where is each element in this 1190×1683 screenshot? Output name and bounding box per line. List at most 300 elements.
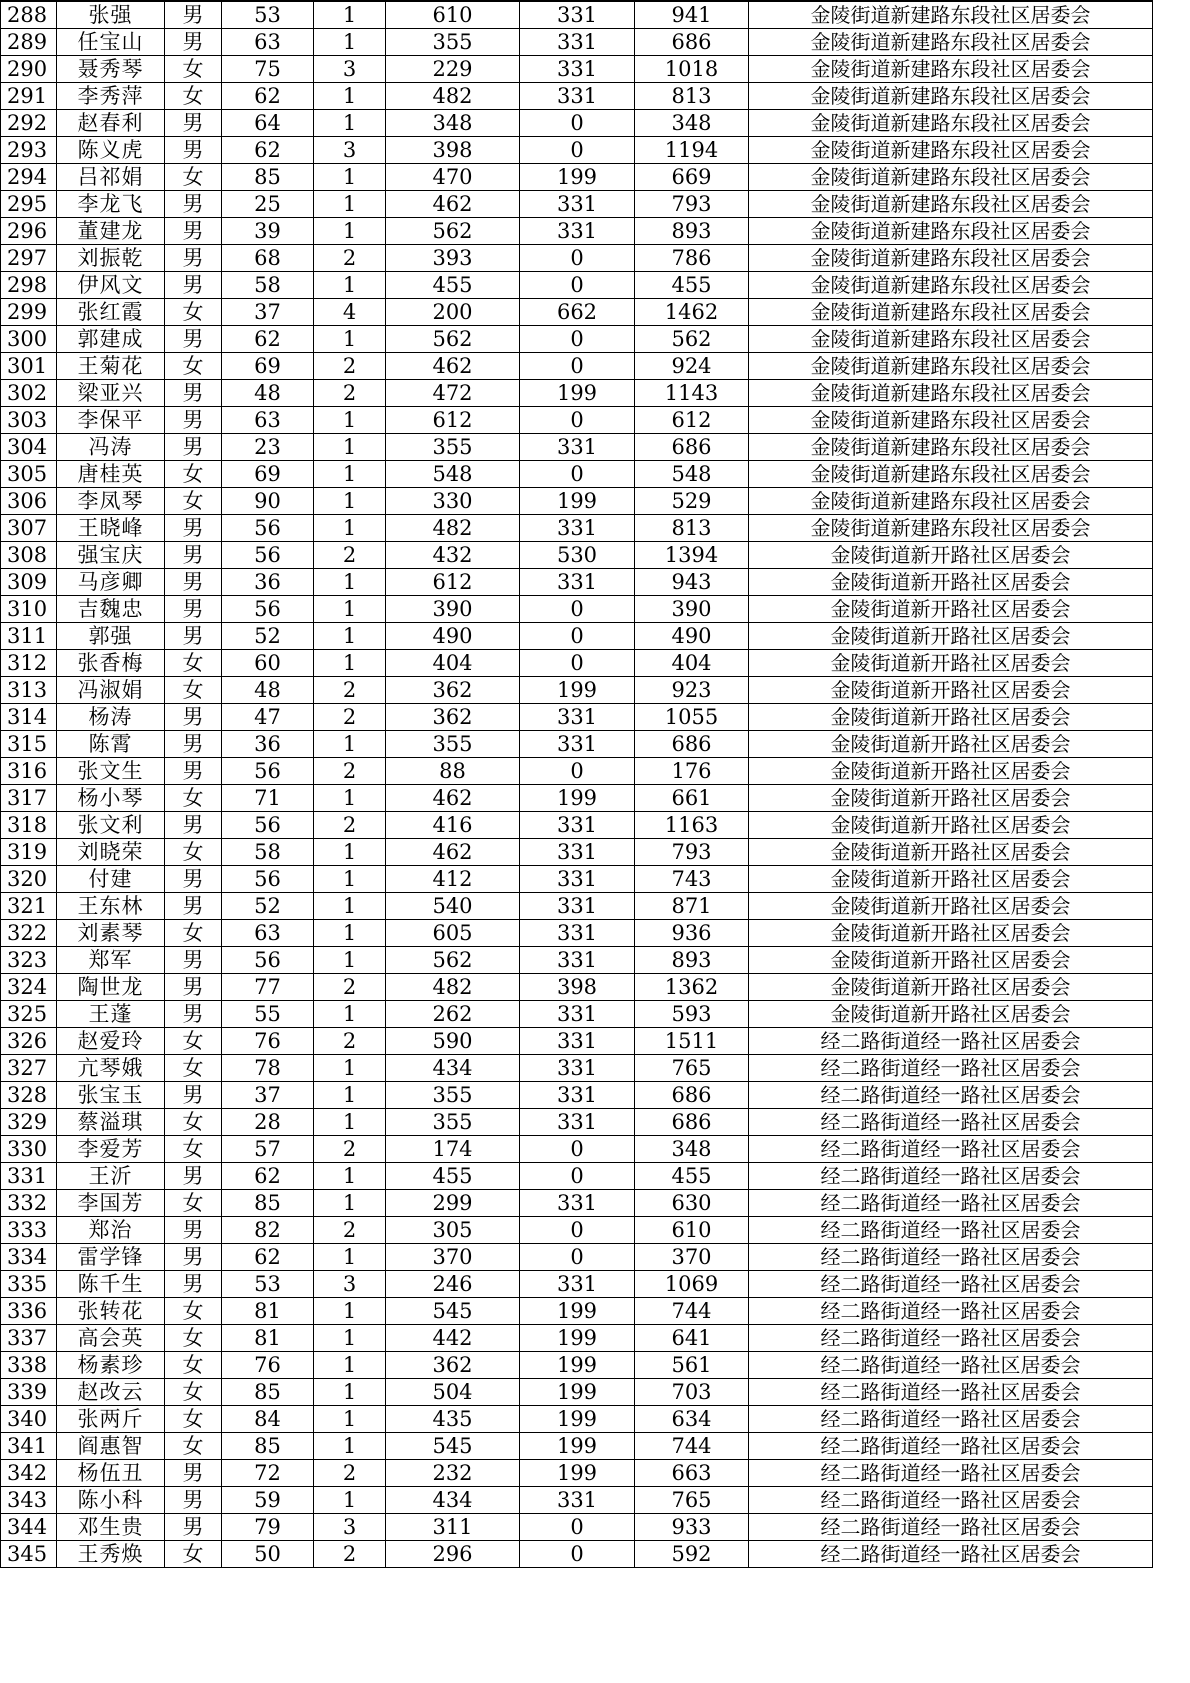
cell-gender: 男 — [165, 218, 222, 245]
cell-total-amount: 871 — [635, 893, 749, 920]
cell-household-size: 1 — [314, 1001, 386, 1028]
cell-household-size: 1 — [314, 785, 386, 812]
cell-total-amount: 924 — [635, 353, 749, 380]
cell-gender: 男 — [165, 1, 222, 29]
cell-community: 经二路街道经一路社区居委会 — [749, 1379, 1153, 1406]
cell-household-size: 1 — [314, 866, 386, 893]
cell-name: 杨小琴 — [57, 785, 165, 812]
cell-subsidy-amount: 610 — [386, 1, 520, 29]
cell-household-size: 1 — [314, 839, 386, 866]
cell-subsidy-amount: 305 — [386, 1217, 520, 1244]
cell-household-size: 2 — [314, 812, 386, 839]
cell-subsidy-amount: 390 — [386, 596, 520, 623]
cell-row-number: 303 — [1, 407, 57, 434]
cell-extra-amount: 0 — [520, 1244, 635, 1271]
cell-total-amount: 562 — [635, 326, 749, 353]
table-row — [1, 1541, 1153, 1568]
cell-gender: 男 — [165, 1487, 222, 1514]
table-row — [1, 1, 1153, 29]
cell-community: 金陵街道新建路东段社区居委会 — [749, 191, 1153, 218]
cell-household-size: 1 — [314, 1163, 386, 1190]
cell-name: 刘晓荣 — [57, 839, 165, 866]
cell-gender: 女 — [165, 1055, 222, 1082]
cell-extra-amount: 398 — [520, 974, 635, 1001]
cell-subsidy-amount: 355 — [386, 731, 520, 758]
cell-household-size: 1 — [314, 1487, 386, 1514]
cell-total-amount: 176 — [635, 758, 749, 785]
cell-name: 李国芳 — [57, 1190, 165, 1217]
cell-name: 郑军 — [57, 947, 165, 974]
cell-community: 金陵街道新建路东段社区居委会 — [749, 56, 1153, 83]
cell-age: 37 — [222, 299, 314, 326]
cell-name: 任宝山 — [57, 29, 165, 56]
cell-subsidy-amount: 545 — [386, 1433, 520, 1460]
cell-row-number: 341 — [1, 1433, 57, 1460]
cell-row-number: 344 — [1, 1514, 57, 1541]
cell-age: 69 — [222, 353, 314, 380]
cell-gender: 男 — [165, 1514, 222, 1541]
cell-community: 金陵街道新建路东段社区居委会 — [749, 1, 1153, 29]
cell-subsidy-amount: 229 — [386, 56, 520, 83]
table-row — [1, 29, 1153, 56]
cell-gender: 女 — [165, 1028, 222, 1055]
cell-subsidy-amount: 482 — [386, 974, 520, 1001]
table-row — [1, 1136, 1153, 1163]
cell-total-amount: 743 — [635, 866, 749, 893]
cell-name: 王秀焕 — [57, 1541, 165, 1568]
cell-row-number: 328 — [1, 1082, 57, 1109]
cell-total-amount: 1511 — [635, 1028, 749, 1055]
cell-community: 金陵街道新开路社区居委会 — [749, 839, 1153, 866]
cell-subsidy-amount: 355 — [386, 1082, 520, 1109]
cell-subsidy-amount: 472 — [386, 380, 520, 407]
cell-extra-amount: 331 — [520, 569, 635, 596]
cell-household-size: 1 — [314, 893, 386, 920]
cell-gender: 男 — [165, 1460, 222, 1487]
cell-community: 金陵街道新开路社区居委会 — [749, 866, 1153, 893]
cell-extra-amount: 0 — [520, 623, 635, 650]
cell-household-size: 1 — [314, 1082, 386, 1109]
cell-total-amount: 1362 — [635, 974, 749, 1001]
cell-gender: 女 — [165, 839, 222, 866]
cell-row-number: 300 — [1, 326, 57, 353]
cell-community: 金陵街道新开路社区居委会 — [749, 758, 1153, 785]
cell-total-amount: 561 — [635, 1352, 749, 1379]
cell-age: 56 — [222, 947, 314, 974]
cell-community: 金陵街道新建路东段社区居委会 — [749, 380, 1153, 407]
cell-name: 蔡溢琪 — [57, 1109, 165, 1136]
cell-row-number: 306 — [1, 488, 57, 515]
cell-gender: 女 — [165, 920, 222, 947]
cell-subsidy-amount: 545 — [386, 1298, 520, 1325]
cell-age: 48 — [222, 677, 314, 704]
cell-gender: 女 — [165, 1109, 222, 1136]
cell-subsidy-amount: 455 — [386, 272, 520, 299]
cell-total-amount: 893 — [635, 218, 749, 245]
cell-gender: 女 — [165, 1352, 222, 1379]
cell-extra-amount: 0 — [520, 1136, 635, 1163]
cell-name: 亢琴娥 — [57, 1055, 165, 1082]
cell-extra-amount: 0 — [520, 1541, 635, 1568]
cell-row-number: 315 — [1, 731, 57, 758]
cell-gender: 男 — [165, 947, 222, 974]
cell-total-amount: 1069 — [635, 1271, 749, 1298]
cell-gender: 男 — [165, 542, 222, 569]
cell-subsidy-amount: 174 — [386, 1136, 520, 1163]
cell-name: 郭强 — [57, 623, 165, 650]
table-row — [1, 488, 1153, 515]
cell-gender: 女 — [165, 1190, 222, 1217]
cell-age: 64 — [222, 110, 314, 137]
cell-name: 吕祁娟 — [57, 164, 165, 191]
cell-community: 金陵街道新开路社区居委会 — [749, 704, 1153, 731]
cell-household-size: 2 — [314, 758, 386, 785]
cell-subsidy-amount: 232 — [386, 1460, 520, 1487]
cell-household-size: 3 — [314, 137, 386, 164]
cell-community: 金陵街道新开路社区居委会 — [749, 812, 1153, 839]
cell-total-amount: 893 — [635, 947, 749, 974]
cell-name: 李凤琴 — [57, 488, 165, 515]
cell-age: 72 — [222, 1460, 314, 1487]
table-row — [1, 596, 1153, 623]
cell-household-size: 1 — [314, 569, 386, 596]
cell-household-size: 1 — [314, 731, 386, 758]
cell-age: 62 — [222, 326, 314, 353]
cell-household-size: 1 — [314, 1244, 386, 1271]
cell-name: 王沂 — [57, 1163, 165, 1190]
cell-total-amount: 703 — [635, 1379, 749, 1406]
cell-total-amount: 634 — [635, 1406, 749, 1433]
cell-age: 52 — [222, 623, 314, 650]
cell-subsidy-amount: 462 — [386, 353, 520, 380]
cell-subsidy-amount: 88 — [386, 758, 520, 785]
cell-row-number: 335 — [1, 1271, 57, 1298]
cell-name: 董建龙 — [57, 218, 165, 245]
cell-row-number: 288 — [1, 1, 57, 29]
cell-household-size: 2 — [314, 542, 386, 569]
cell-community: 金陵街道新建路东段社区居委会 — [749, 515, 1153, 542]
table-row — [1, 1406, 1153, 1433]
cell-extra-amount: 199 — [520, 1460, 635, 1487]
table-row — [1, 1217, 1153, 1244]
cell-name: 王晓峰 — [57, 515, 165, 542]
cell-subsidy-amount: 393 — [386, 245, 520, 272]
cell-gender: 女 — [165, 1325, 222, 1352]
table-row — [1, 812, 1153, 839]
cell-household-size: 1 — [314, 1325, 386, 1352]
cell-extra-amount: 530 — [520, 542, 635, 569]
cell-gender: 女 — [165, 1433, 222, 1460]
cell-row-number: 326 — [1, 1028, 57, 1055]
cell-total-amount: 936 — [635, 920, 749, 947]
cell-household-size: 1 — [314, 1298, 386, 1325]
cell-age: 47 — [222, 704, 314, 731]
cell-subsidy-amount: 432 — [386, 542, 520, 569]
cell-subsidy-amount: 490 — [386, 623, 520, 650]
table-row — [1, 326, 1153, 353]
table-row — [1, 569, 1153, 596]
cell-subsidy-amount: 412 — [386, 866, 520, 893]
cell-total-amount: 813 — [635, 515, 749, 542]
cell-age: 58 — [222, 839, 314, 866]
cell-total-amount: 686 — [635, 434, 749, 461]
cell-gender: 女 — [165, 785, 222, 812]
cell-age: 81 — [222, 1298, 314, 1325]
cell-total-amount: 390 — [635, 596, 749, 623]
cell-subsidy-amount: 362 — [386, 704, 520, 731]
cell-total-amount: 793 — [635, 191, 749, 218]
cell-subsidy-amount: 612 — [386, 569, 520, 596]
cell-household-size: 4 — [314, 299, 386, 326]
cell-row-number: 295 — [1, 191, 57, 218]
cell-row-number: 313 — [1, 677, 57, 704]
table-row — [1, 785, 1153, 812]
cell-name: 付建 — [57, 866, 165, 893]
cell-household-size: 1 — [314, 29, 386, 56]
cell-row-number: 310 — [1, 596, 57, 623]
cell-household-size: 1 — [314, 434, 386, 461]
cell-row-number: 317 — [1, 785, 57, 812]
cell-name: 马彦卿 — [57, 569, 165, 596]
cell-subsidy-amount: 504 — [386, 1379, 520, 1406]
cell-age: 36 — [222, 731, 314, 758]
cell-total-amount: 744 — [635, 1433, 749, 1460]
cell-name: 李龙飞 — [57, 191, 165, 218]
cell-row-number: 338 — [1, 1352, 57, 1379]
cell-extra-amount: 199 — [520, 1433, 635, 1460]
cell-household-size: 1 — [314, 488, 386, 515]
cell-extra-amount: 331 — [520, 1055, 635, 1082]
cell-age: 56 — [222, 515, 314, 542]
table-row — [1, 515, 1153, 542]
cell-age: 55 — [222, 1001, 314, 1028]
cell-extra-amount: 0 — [520, 1514, 635, 1541]
cell-gender: 男 — [165, 515, 222, 542]
cell-community: 经二路街道经一路社区居委会 — [749, 1352, 1153, 1379]
cell-community: 金陵街道新建路东段社区居委会 — [749, 83, 1153, 110]
cell-age: 59 — [222, 1487, 314, 1514]
table-row — [1, 272, 1153, 299]
table-body — [1, 1, 1153, 1568]
cell-extra-amount: 0 — [520, 110, 635, 137]
table-row — [1, 461, 1153, 488]
cell-age: 62 — [222, 1163, 314, 1190]
cell-extra-amount: 199 — [520, 164, 635, 191]
cell-gender: 女 — [165, 56, 222, 83]
cell-age: 85 — [222, 164, 314, 191]
cell-age: 85 — [222, 1190, 314, 1217]
cell-household-size: 2 — [314, 974, 386, 1001]
cell-row-number: 296 — [1, 218, 57, 245]
table-row — [1, 758, 1153, 785]
cell-name: 张红霞 — [57, 299, 165, 326]
cell-total-amount: 941 — [635, 1, 749, 29]
cell-subsidy-amount: 562 — [386, 326, 520, 353]
cell-subsidy-amount: 299 — [386, 1190, 520, 1217]
cell-row-number: 319 — [1, 839, 57, 866]
cell-community: 金陵街道新开路社区居委会 — [749, 920, 1153, 947]
table-row — [1, 1001, 1153, 1028]
cell-name: 聂秀琴 — [57, 56, 165, 83]
cell-community: 经二路街道经一路社区居委会 — [749, 1163, 1153, 1190]
cell-subsidy-amount: 442 — [386, 1325, 520, 1352]
cell-age: 25 — [222, 191, 314, 218]
cell-household-size: 2 — [314, 1136, 386, 1163]
cell-age: 75 — [222, 56, 314, 83]
cell-subsidy-amount: 355 — [386, 434, 520, 461]
table-row — [1, 83, 1153, 110]
cell-extra-amount: 0 — [520, 461, 635, 488]
cell-household-size: 2 — [314, 1541, 386, 1568]
cell-extra-amount: 199 — [520, 1406, 635, 1433]
cell-gender: 女 — [165, 353, 222, 380]
cell-extra-amount: 331 — [520, 1271, 635, 1298]
cell-extra-amount: 331 — [520, 1487, 635, 1514]
cell-gender: 男 — [165, 1001, 222, 1028]
cell-row-number: 314 — [1, 704, 57, 731]
cell-row-number: 308 — [1, 542, 57, 569]
cell-household-size: 1 — [314, 947, 386, 974]
cell-age: 50 — [222, 1541, 314, 1568]
table-row — [1, 407, 1153, 434]
cell-row-number: 302 — [1, 380, 57, 407]
cell-age: 39 — [222, 218, 314, 245]
cell-household-size: 1 — [314, 272, 386, 299]
cell-row-number: 337 — [1, 1325, 57, 1352]
cell-household-size: 2 — [314, 245, 386, 272]
cell-subsidy-amount: 434 — [386, 1487, 520, 1514]
cell-total-amount: 813 — [635, 83, 749, 110]
cell-name: 梁亚兴 — [57, 380, 165, 407]
table-row — [1, 218, 1153, 245]
cell-total-amount: 923 — [635, 677, 749, 704]
cell-community: 金陵街道新建路东段社区居委会 — [749, 299, 1153, 326]
cell-name: 郭建成 — [57, 326, 165, 353]
table-row — [1, 1352, 1153, 1379]
cell-total-amount: 348 — [635, 1136, 749, 1163]
cell-subsidy-amount: 590 — [386, 1028, 520, 1055]
table-row — [1, 56, 1153, 83]
cell-row-number: 336 — [1, 1298, 57, 1325]
cell-extra-amount: 331 — [520, 1190, 635, 1217]
cell-total-amount: 370 — [635, 1244, 749, 1271]
cell-household-size: 1 — [314, 1352, 386, 1379]
table-row — [1, 947, 1153, 974]
cell-row-number: 290 — [1, 56, 57, 83]
cell-gender: 男 — [165, 731, 222, 758]
cell-subsidy-amount: 296 — [386, 1541, 520, 1568]
cell-total-amount: 548 — [635, 461, 749, 488]
cell-row-number: 307 — [1, 515, 57, 542]
cell-name: 高会英 — [57, 1325, 165, 1352]
cell-community: 金陵街道新建路东段社区居委会 — [749, 407, 1153, 434]
cell-gender: 男 — [165, 137, 222, 164]
cell-name: 李保平 — [57, 407, 165, 434]
cell-row-number: 331 — [1, 1163, 57, 1190]
cell-age: 79 — [222, 1514, 314, 1541]
table-row — [1, 245, 1153, 272]
table-row — [1, 1109, 1153, 1136]
cell-community: 金陵街道新建路东段社区居委会 — [749, 218, 1153, 245]
cell-name: 冯淑娟 — [57, 677, 165, 704]
cell-age: 56 — [222, 542, 314, 569]
cell-community: 经二路街道经一路社区居委会 — [749, 1244, 1153, 1271]
cell-household-size: 2 — [314, 704, 386, 731]
cell-name: 陈千生 — [57, 1271, 165, 1298]
cell-gender: 女 — [165, 1406, 222, 1433]
cell-household-size: 1 — [314, 650, 386, 677]
cell-name: 李爱芳 — [57, 1136, 165, 1163]
cell-community: 金陵街道新建路东段社区居委会 — [749, 245, 1153, 272]
cell-household-size: 1 — [314, 191, 386, 218]
cell-community: 经二路街道经一路社区居委会 — [749, 1487, 1153, 1514]
cell-extra-amount: 331 — [520, 704, 635, 731]
cell-total-amount: 1018 — [635, 56, 749, 83]
table-row — [1, 866, 1153, 893]
cell-extra-amount: 331 — [520, 56, 635, 83]
table-row — [1, 380, 1153, 407]
cell-subsidy-amount: 540 — [386, 893, 520, 920]
cell-gender: 女 — [165, 1541, 222, 1568]
cell-gender: 女 — [165, 83, 222, 110]
cell-row-number: 299 — [1, 299, 57, 326]
table-row — [1, 542, 1153, 569]
cell-age: 57 — [222, 1136, 314, 1163]
cell-age: 76 — [222, 1352, 314, 1379]
table-row — [1, 353, 1153, 380]
cell-name: 杨伍丑 — [57, 1460, 165, 1487]
cell-extra-amount: 331 — [520, 1028, 635, 1055]
cell-household-size: 1 — [314, 1190, 386, 1217]
cell-row-number: 345 — [1, 1541, 57, 1568]
cell-extra-amount: 0 — [520, 650, 635, 677]
cell-name: 张文利 — [57, 812, 165, 839]
cell-total-amount: 1055 — [635, 704, 749, 731]
cell-gender: 男 — [165, 380, 222, 407]
cell-age: 69 — [222, 461, 314, 488]
cell-household-size: 1 — [314, 83, 386, 110]
cell-row-number: 305 — [1, 461, 57, 488]
cell-row-number: 293 — [1, 137, 57, 164]
cell-row-number: 322 — [1, 920, 57, 947]
cell-age: 53 — [222, 1271, 314, 1298]
cell-community: 金陵街道新建路东段社区居委会 — [749, 461, 1153, 488]
table-row — [1, 1190, 1153, 1217]
cell-age: 85 — [222, 1433, 314, 1460]
cell-total-amount: 455 — [635, 272, 749, 299]
cell-community: 经二路街道经一路社区居委会 — [749, 1028, 1153, 1055]
cell-gender: 男 — [165, 974, 222, 1001]
cell-total-amount: 404 — [635, 650, 749, 677]
cell-household-size: 3 — [314, 1514, 386, 1541]
cell-community: 金陵街道新开路社区居委会 — [749, 623, 1153, 650]
cell-total-amount: 669 — [635, 164, 749, 191]
cell-extra-amount: 199 — [520, 785, 635, 812]
cell-community: 金陵街道新建路东段社区居委会 — [749, 164, 1153, 191]
cell-gender: 男 — [165, 812, 222, 839]
cell-total-amount: 686 — [635, 1109, 749, 1136]
cell-name: 吉魏忠 — [57, 596, 165, 623]
cell-gender: 男 — [165, 191, 222, 218]
cell-community: 金陵街道新建路东段社区居委会 — [749, 434, 1153, 461]
cell-total-amount: 744 — [635, 1298, 749, 1325]
table-row — [1, 110, 1153, 137]
cell-age: 62 — [222, 137, 314, 164]
cell-gender: 女 — [165, 1379, 222, 1406]
cell-total-amount: 786 — [635, 245, 749, 272]
cell-extra-amount: 199 — [520, 1325, 635, 1352]
cell-community: 金陵街道新开路社区居委会 — [749, 569, 1153, 596]
